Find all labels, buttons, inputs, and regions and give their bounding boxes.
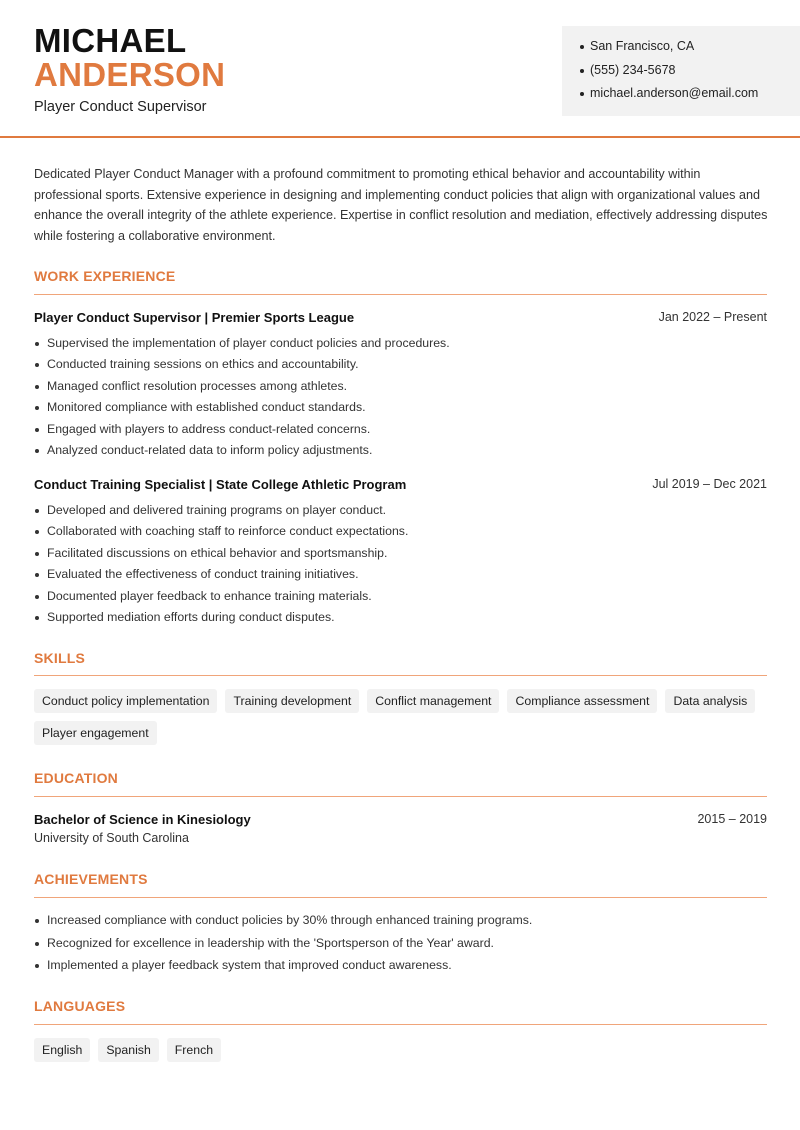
- job-role: Player Conduct Supervisor: [34, 99, 207, 115]
- list-item: Implemented a player feedback system that improved conduct awareness.: [34, 958, 532, 973]
- first-name: MICHAEL: [34, 22, 187, 59]
- divider: [34, 796, 767, 797]
- list-item: Supervised the implementation of player conduct policies and procedures.: [34, 336, 450, 351]
- list-item: Increased compliance with conduct policies by 30% through enhanced training programs.: [34, 913, 532, 928]
- contact-box: [562, 26, 800, 116]
- list-item: Engaged with players to address conduct-related concerns.: [34, 422, 450, 437]
- education-dates: 2015 – 2019: [697, 812, 767, 826]
- job-bullets: [34, 503, 408, 625]
- skills-tags: [34, 689, 774, 745]
- list-item: Recognized for excellence in leadership with the 'Sportsperson of the Year' award.: [34, 936, 532, 951]
- divider: [34, 1024, 767, 1025]
- skill-tag: Conflict management: [367, 689, 499, 713]
- summary: Dedicated Player Conduct Manager with a profound commitment to promoting ethical behavior and accountability within professional sports. Extensive experience in designing and implementing conduct policies that align with organizational values and enhance the overall integrity of the athlete experience. Expertise in conflict resolution and mediation, effectively addressing disputes while fostering a collaborative environment.: [34, 167, 768, 244]
- divider: [34, 897, 767, 898]
- language-tag: Spanish: [98, 1038, 158, 1062]
- section-title-work: WORK EXPERIENCE: [34, 268, 176, 284]
- list-item: Supported mediation efforts during conduct disputes.: [34, 610, 408, 625]
- list-item: Analyzed conduct-related data to inform policy adjustments.: [34, 443, 450, 458]
- list-item: Collaborated with coaching staff to reinforce conduct expectations.: [34, 524, 408, 539]
- job-dates: Jul 2019 – Dec 2021: [652, 477, 767, 491]
- section-title-education: EDUCATION: [34, 770, 118, 786]
- list-item: Monitored compliance with established conduct standards.: [34, 400, 450, 415]
- contact-location: San Francisco, CA: [580, 38, 800, 62]
- language-tag: English: [34, 1038, 90, 1062]
- list-item: Conducted training sessions on ethics and accountability.: [34, 357, 450, 372]
- list-item: Evaluated the effectiveness of conduct training initiatives.: [34, 567, 408, 582]
- job-heading: Player Conduct Supervisor | Premier Sports League: [34, 310, 355, 325]
- language-tags: [34, 1038, 774, 1062]
- list-item: Documented player feedback to enhance training materials.: [34, 589, 408, 604]
- last-name: ANDERSON: [34, 56, 226, 93]
- contact-email[interactable]: michael.anderson@email.com: [580, 85, 800, 109]
- list-item: Facilitated discussions on ethical behavior and sportsmanship.: [34, 546, 408, 561]
- divider: [34, 294, 767, 295]
- language-tag: French: [167, 1038, 221, 1062]
- job-heading: Conduct Training Specialist | State College Athletic Program: [34, 477, 407, 492]
- job-bullets: [34, 336, 450, 458]
- skill-tag: Player engagement: [34, 721, 157, 745]
- skill-tag: Conduct policy implementation: [34, 689, 217, 713]
- resume-header: [0, 0, 800, 138]
- education-degree: Bachelor of Science in Kinesiology: [34, 812, 251, 827]
- education-school: University of South Carolina: [34, 831, 189, 845]
- contact-phone: (555) 234-5678: [580, 62, 800, 86]
- section-title-achievements: ACHIEVEMENTS: [34, 871, 148, 887]
- skill-tag: Data analysis: [665, 689, 755, 713]
- section-title-skills: SKILLS: [34, 650, 85, 666]
- list-item: Managed conflict resolution processes among athletes.: [34, 379, 450, 394]
- job-dates: Jan 2022 – Present: [658, 310, 767, 324]
- list-item: Developed and delivered training programs on player conduct.: [34, 503, 408, 518]
- skill-tag: Training development: [225, 689, 359, 713]
- section-title-languages: LANGUAGES: [34, 998, 126, 1014]
- achievement-bullets: [34, 913, 532, 973]
- skill-tag: Compliance assessment: [507, 689, 657, 713]
- divider: [34, 675, 767, 676]
